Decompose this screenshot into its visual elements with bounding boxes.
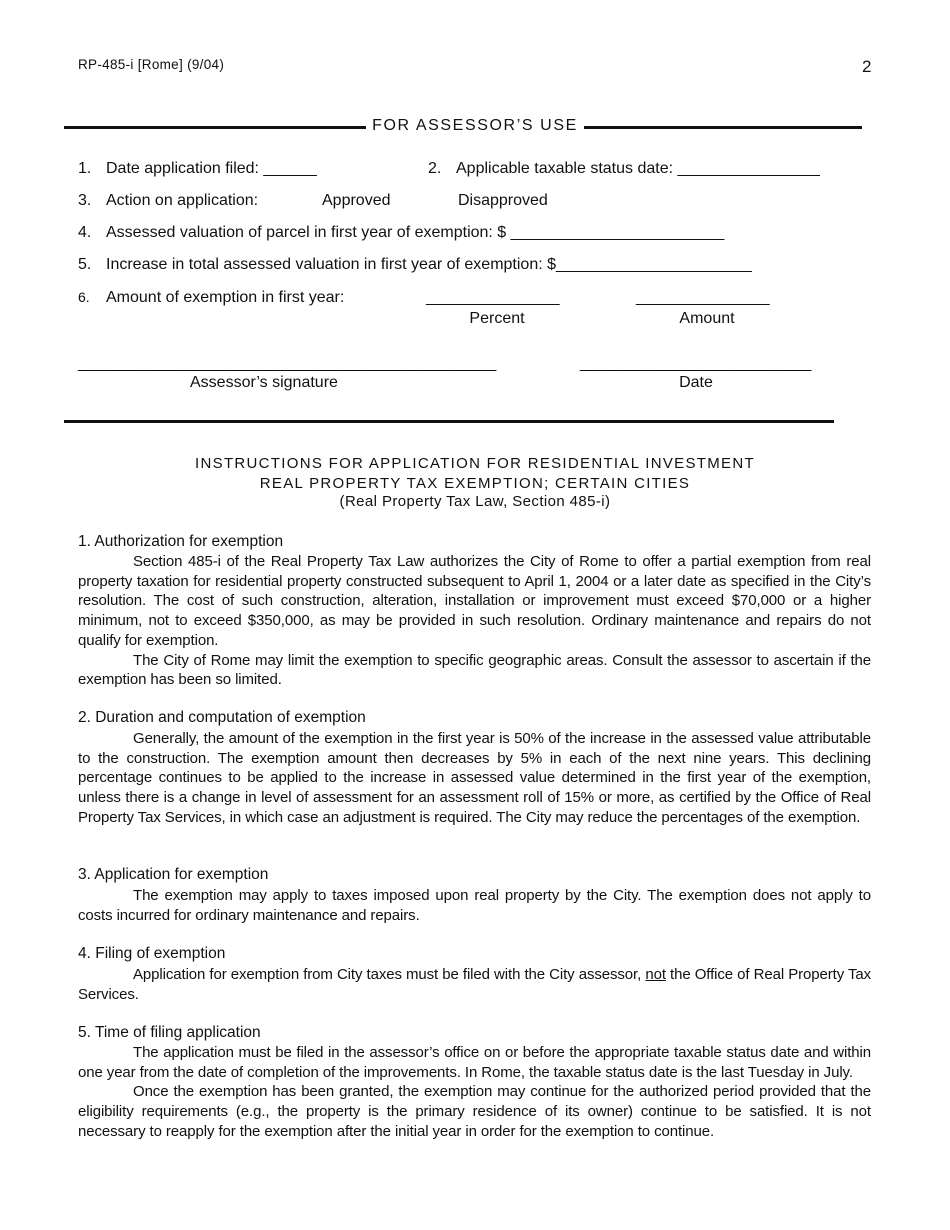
instructions-subtitle: (Real Property Tax Law, Section 485-i)	[339, 493, 611, 510]
date-application-filed-field: Date application filed: ______	[106, 160, 317, 177]
assessor-line-2	[428, 160, 820, 178]
line-number: 4.	[78, 224, 92, 241]
section-4-paragraph-1	[78, 965, 871, 1004]
percent-label: Percent	[469, 310, 525, 327]
form-id: RP-485-i [Rome] (9/04)	[78, 57, 225, 72]
section-2-body	[78, 729, 871, 828]
increase-valuation-field: Increase in total assessed valuation in first year of exemption: $______________________	[106, 256, 752, 273]
section-4-text-before: Application for exemption from City taxes must be filed with the City assessor,	[133, 966, 646, 983]
amount-blank: _______________	[636, 289, 770, 306]
assessor-signature-label: Assessor’s signature	[190, 374, 338, 391]
assessor-line-4	[78, 224, 724, 242]
line-number: 2.	[428, 160, 442, 177]
assessor-line-6	[78, 289, 344, 307]
section-4-heading: 4. Filing of exemption	[78, 945, 226, 962]
amount-of-exemption-label: Amount of exemption in first year:	[106, 289, 345, 306]
underlined-not: not	[645, 966, 666, 983]
percent-blank: _______________	[426, 289, 560, 306]
date-line: __________________________	[580, 355, 812, 372]
assessor-section-title	[0, 117, 950, 135]
section-5-paragraph-1: The application must be filed in the assessor’s office on or before the appropriate taxable status date and within one year from the date of completion of the improvements. In Rome, the taxable status date is the last Tuesday in July.	[78, 1044, 871, 1081]
section-3-body	[78, 886, 871, 925]
approved-option: Approved	[322, 192, 391, 209]
line-number: 3.	[78, 192, 92, 209]
instructions-title-line-2: REAL PROPERTY TAX EXEMPTION; CERTAIN CITIES	[259, 475, 691, 492]
assessed-valuation-field: Assessed valuation of parcel in first year of exemption: $ ________________________	[106, 224, 725, 241]
disapproved-option: Disapproved	[458, 192, 548, 209]
line-number: 6.	[78, 289, 90, 305]
assessor-bottom-rule	[64, 420, 834, 423]
line-number: 1.	[78, 160, 92, 177]
assessor-line-5	[78, 256, 752, 274]
section-5-paragraph-2: Once the exemption has been granted, the exemption may continue for the authorized period provided that the eligibility requirements (e.g., the property is the primary residence of its owner) continue to be satisfied. It is not necessary to reapply for the exemption after the initial year in order for the exemption to continue.	[78, 1083, 871, 1140]
section-5-body	[78, 1043, 871, 1142]
section-2-paragraph-1: Generally, the amount of the exemption in the first year is 50% of the increase in the assessed value attributable to the construction. The exemption amount then decreases by 5% in each of the next nine years. This declining percentage continues to be applied to the increase in assessed value determined in the first year of the exemption, unless there is a change in level of assessment for an assessment roll of 15% or more, as certified by the Office of Real Property Tax Services, in which case an adjustment is required. The City may reduce the percentages of the exemption.	[78, 730, 871, 826]
section-1-paragraph-1: Section 485-i of the Real Property Tax Law authorizes the City of Rome to offer a partial exemption from real property taxation for residential property constructed subsequent to April 1, 2004 or a later date as specified in the City’s resolution. The cost of such construction, alteration, installation or improvement must exceed $70,000 or a higher minimum, not to exceed $350,000, as may be provided in such resolution. Ordinary maintenance and repairs do not qualify for exemption.	[78, 553, 871, 649]
section-1-body	[78, 552, 871, 690]
instructions-title-line-1: INSTRUCTIONS FOR APPLICATION FOR RESIDENTIAL INVESTMENT	[195, 455, 755, 472]
assessor-line-1	[78, 160, 317, 178]
signature-line: _______________________________________________	[78, 355, 497, 372]
assessor-section-title-text: FOR ASSESSOR’S USE	[366, 117, 584, 134]
section-1-paragraph-2: The City of Rome may limit the exemption to specific geographic areas. Consult the assessor to ascertain if the exemption has been so limited.	[78, 651, 871, 689]
section-5-heading: 5. Time of filing application	[78, 1024, 261, 1041]
section-1-heading: 1. Authorization for exemption	[78, 533, 284, 550]
date-label: Date	[679, 374, 713, 391]
page-number: 2	[862, 57, 872, 76]
section-4-body	[78, 965, 871, 1004]
assessor-line-3	[78, 192, 258, 210]
taxable-status-date-field: Applicable taxable status date: ________________	[456, 160, 820, 177]
section-3-heading: 3. Application for exemption	[78, 866, 269, 883]
action-on-application-label: Action on application:	[106, 192, 259, 209]
section-2-heading: 2. Duration and computation of exemption	[78, 709, 366, 726]
line-number: 5.	[78, 256, 92, 273]
section-3-paragraph-1: The exemption may apply to taxes imposed upon real property by the City. The exemption does not apply to costs incurred for ordinary maintenance and repairs.	[78, 887, 871, 924]
amount-label: Amount	[679, 310, 735, 327]
section-4-text-after: the Office of Real Property Tax Services.	[78, 966, 872, 1003]
